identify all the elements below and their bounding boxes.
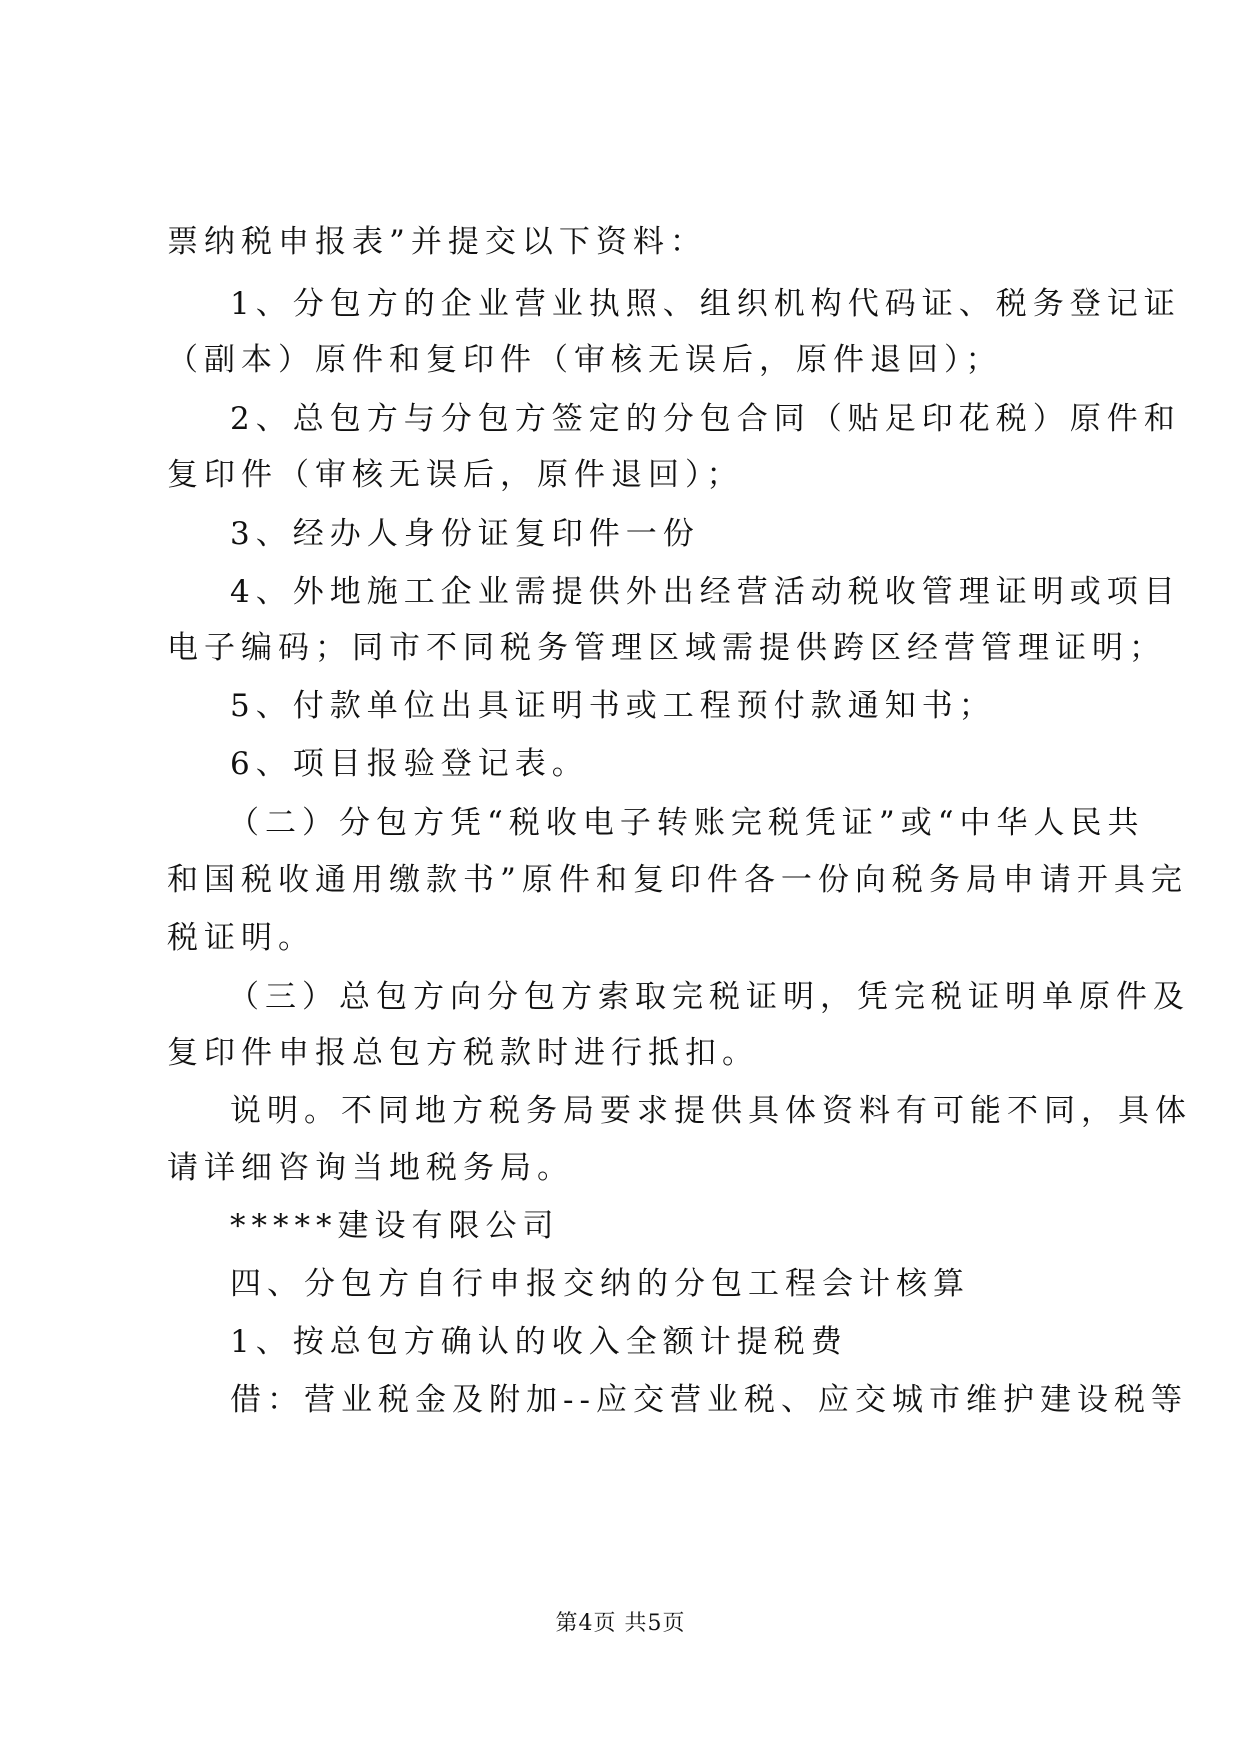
text-line: 四、分包方自行申报交纳的分包工程会计核算: [230, 1266, 970, 1302]
text-line: 借：营业税金及附加--应交营业税、应交城市维护建设税等: [230, 1382, 1188, 1418]
text-line: 票纳税申报表”并提交以下资料：: [167, 224, 707, 260]
text-line: 复印件（审核无误后，原件退回）；: [167, 457, 744, 493]
text-line: 1、分包方的企业营业执照、组织机构代码证、税务登记证: [230, 286, 1181, 322]
text-line: 2、总包方与分包方签定的分包合同（贴足印花税）原件和: [230, 401, 1181, 437]
text-line: 说明。不同地方税务局要求提供具体资料有可能不同，具体: [230, 1093, 1192, 1129]
text-line: （副本）原件和复印件（审核无误后，原件退回）；: [167, 342, 1003, 378]
text-line: 5、付款单位出具证明书或工程预付款通知书；: [230, 688, 996, 724]
text-line: （三）总包方向分包方索取完税证明，凭完税证明单原件及: [228, 979, 1190, 1015]
text-line: （二）分包方凭“税收电子转账完税凭证”或“中华人民共: [228, 805, 1145, 841]
text-line: 电子编码；同市不同税务管理区域需提供跨区经营管理证明；: [167, 630, 1166, 666]
text-line: 请详细咨询当地税务局。: [167, 1150, 574, 1186]
text-line: 税证明。: [167, 920, 315, 956]
text-line: 1、按总包方确认的收入全额计提税费: [230, 1324, 848, 1360]
text-line: 复印件申报总包方税款时进行抵扣。: [167, 1035, 759, 1071]
text-line: 和国税收通用缴款书”原件和复印件各一份向税务局申请开具完: [167, 862, 1188, 898]
page-footer: 第4页 共5页: [555, 1611, 686, 1636]
text-line: *****建设有限公司: [230, 1208, 560, 1244]
text-line: 6、项目报验登记表。: [230, 746, 589, 782]
text-line: 4、外地施工企业需提供外出经营活动税收管理证明或项目: [230, 574, 1181, 610]
text-line: 3、经办人身份证复印件一份: [230, 516, 700, 552]
